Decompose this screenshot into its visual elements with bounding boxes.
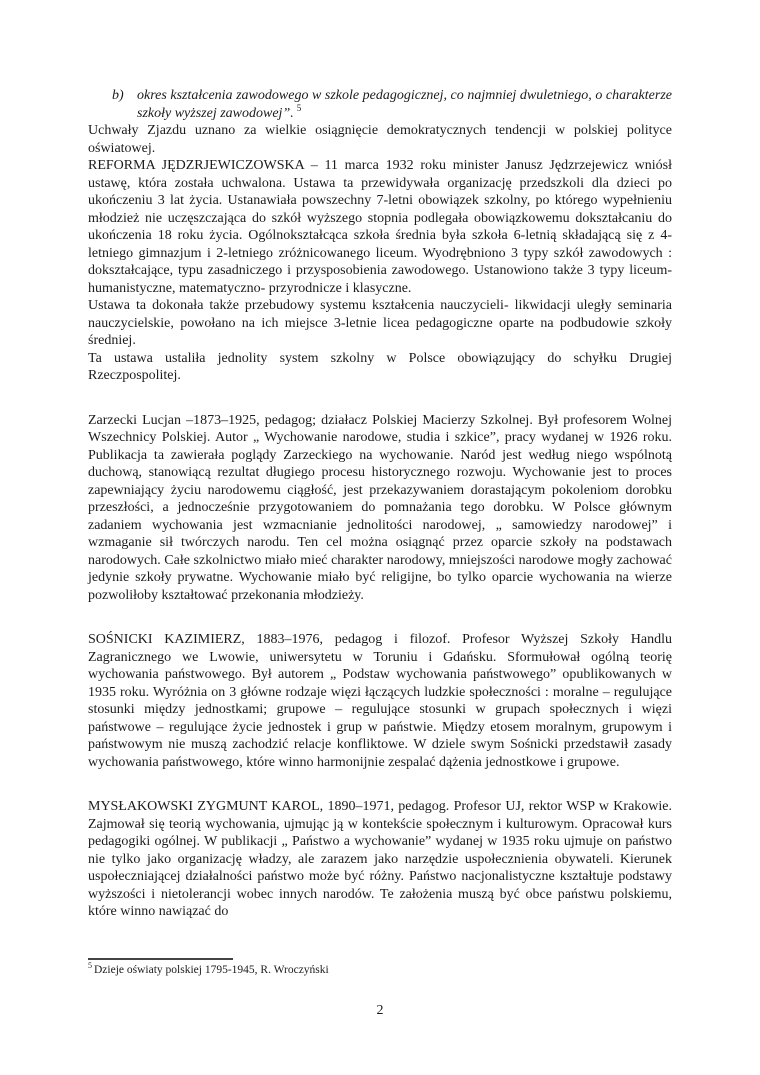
footnote-divider [88,958,233,960]
paragraph-myslakowski: MYSŁAKOWSKI ZYGMUNT KAROL, 1890–1971, pedagog. Profesor UJ, rektor WSP w Krakowie. Zajmował się teorią wychowania, ujmując ją w kontekście społecznym i kulturowym. Opracował kurs pedagogiki ogólnej. W publikacji „ Państwo a wychowanie” wydanej w 1935 roku ujmuje on państwo nie tylko jako organizację władzy, ale zarazem jako narzędzie uspołecznienia obywateli. Kierunek uspołeczniającej działalności państwo może być różny. Państwo nacjonalistyczne kształtuje podstawy wyższości i nietolerancji wobec innych narodów. Te założenia muszą być obce państwu polskiemu, które winno nawiązać do [88,799,672,919]
paragraph-ustawa-przebudowa: Ustawa ta dokonała także przebudowy systemu kształcenia nauczycieli- likwidacji uległy seminaria nauczycielskie, powołano na ich miejsce 3-letnie licea pedagogiczne oparte na podbudowie szkoły średniej. [88,298,672,348]
footnote-marker: 5 [88,961,92,971]
paragraph-zarzecki: Zarzecki Lucjan –1873–1925, pedagog; działacz Polskiej Macierzy Szkolnej. Był profesorem Wolnej Wszechnicy Polskiej. Autor „ Wychowanie narodowe, studia i szkice”, pracy wydanej w 1926 roku. Publikacja ta zawierała poglądy Zarzeckiego na wychowanie. Naród jest według niego wspólnotą duchową, stanowiącą rezultat długiego procesu historycznego rozwoju. Wychowanie jest to proces zapewniający życiu narodowemu ciągłość, jest przekazywaniem dorastającym pokoleniom dorobku przeszłości, a jednocześnie przygotowaniem do pomnażania tego dorobku. W Polsce głównym zadaniem wychowania jest wzmacnianie jednolitości narodowej, „ samowiedzy narodowej” i wzmaganie sił twórczych narodu. Ten cel można osiągnąć przez oparcie szkoły na podstawach narodowych. Całe szkolnictwo miało mieć charakter narodowy, mniejszości narodowe mogły zachować jedynie szkoły prywatne. Wychowanie miało być religijne, bo tylko oparcie wychowania na wierze pozwoliłoby kształtować przekonania młodzieży. [88,412,672,603]
paragraph-sosnicki: SOŚNICKI KAZIMIERZ, 1883–1976, pedagog i filozof. Profesor Wyższej Szkoły Handlu Zagranicznego we Lwowie, uniwersytetu w Toruniu i Gdańsku. Sformułował ogólną teorię wychowania państwowego. Był autorem „ Podstaw wychowania państwowego” opublikowanych w 1935 roku. Wyróżnia on 3 główne rodzaje więzi łączących ludzkie społeczności : moralne – regulujące stosunki między jednostkami; grupowe – regulujące stosunki w grupach społecznych i więzi państwowe – regulujące życie jednostek i grup w państwie. Między etosem moralnym, grupowym i państwowym nie muszą zachodzić relacje konfliktowe. W dziele swym Sośnicki przedstawił zasady wychowania państwowego, które winno harmonijnie zespalać dążenia jednostkowe i grupowe. [88,632,672,770]
paragraph-uchwaly: Uchwały Zjazdu uznano za wielkie osiągnięcie demokratycznych tendencji w polskiej polityce oświatowej. [88,123,672,156]
footnote-text: Dzieje oświaty polskiej 1795-1945, R. Wroczyński [94,964,329,976]
page-number: 2 [376,1003,384,1018]
list-item-text: okres kształcenia zawodowego w szkole pedagogicznej, co najmniej dwuletniego, o charakterze szkoły wyższej zawodowej”. [137,88,672,121]
document-body [88,87,672,921]
footnote-area [88,958,672,977]
footnote-reference: 5 [296,102,302,113]
footnote [88,963,672,977]
list-item-marker: b) [112,88,124,103]
list-item [88,87,672,122]
paragraph-reforma: REFORMA JĘDZRJEWICZOWSKA – 11 marca 1932 roku minister Janusz Jędzrzejewicz wniósł ustawę, która została uchwalona. Ustawa ta przewidywała organizację przedszkoli dla dzieci po ukończeniu 3 lat życia. Ustanawiała powszechny 7-letni obowiązek szkolny, po którego wypełnieniu młodzież nie uczęszczająca do szkół wyższego stopnia podlegała obowiązkowemu dokształcaniu do ukończenia 18 roku życia. Ogólnokształcąca szkoła średnia była szkoła 6-letnią składającą się z 4-letniego gimnazjum i 2-letniego zróżnicowanego liceum. Wyodrębniono 3 typy szkół zawodowych : dokształcające, typu zasadniczego i przysposobienia zawodowego. Ustanowiono także 3 typy liceum- humanistyczne, matematyczno- przyrodnicze i klasyczne. [88,158,672,296]
paragraph-ustawa-system: Ta ustawa ustaliła jednolity system szkolny w Polsce obowiązujący do schyłku Drugiej Rzeczpospolitej. [88,350,672,383]
